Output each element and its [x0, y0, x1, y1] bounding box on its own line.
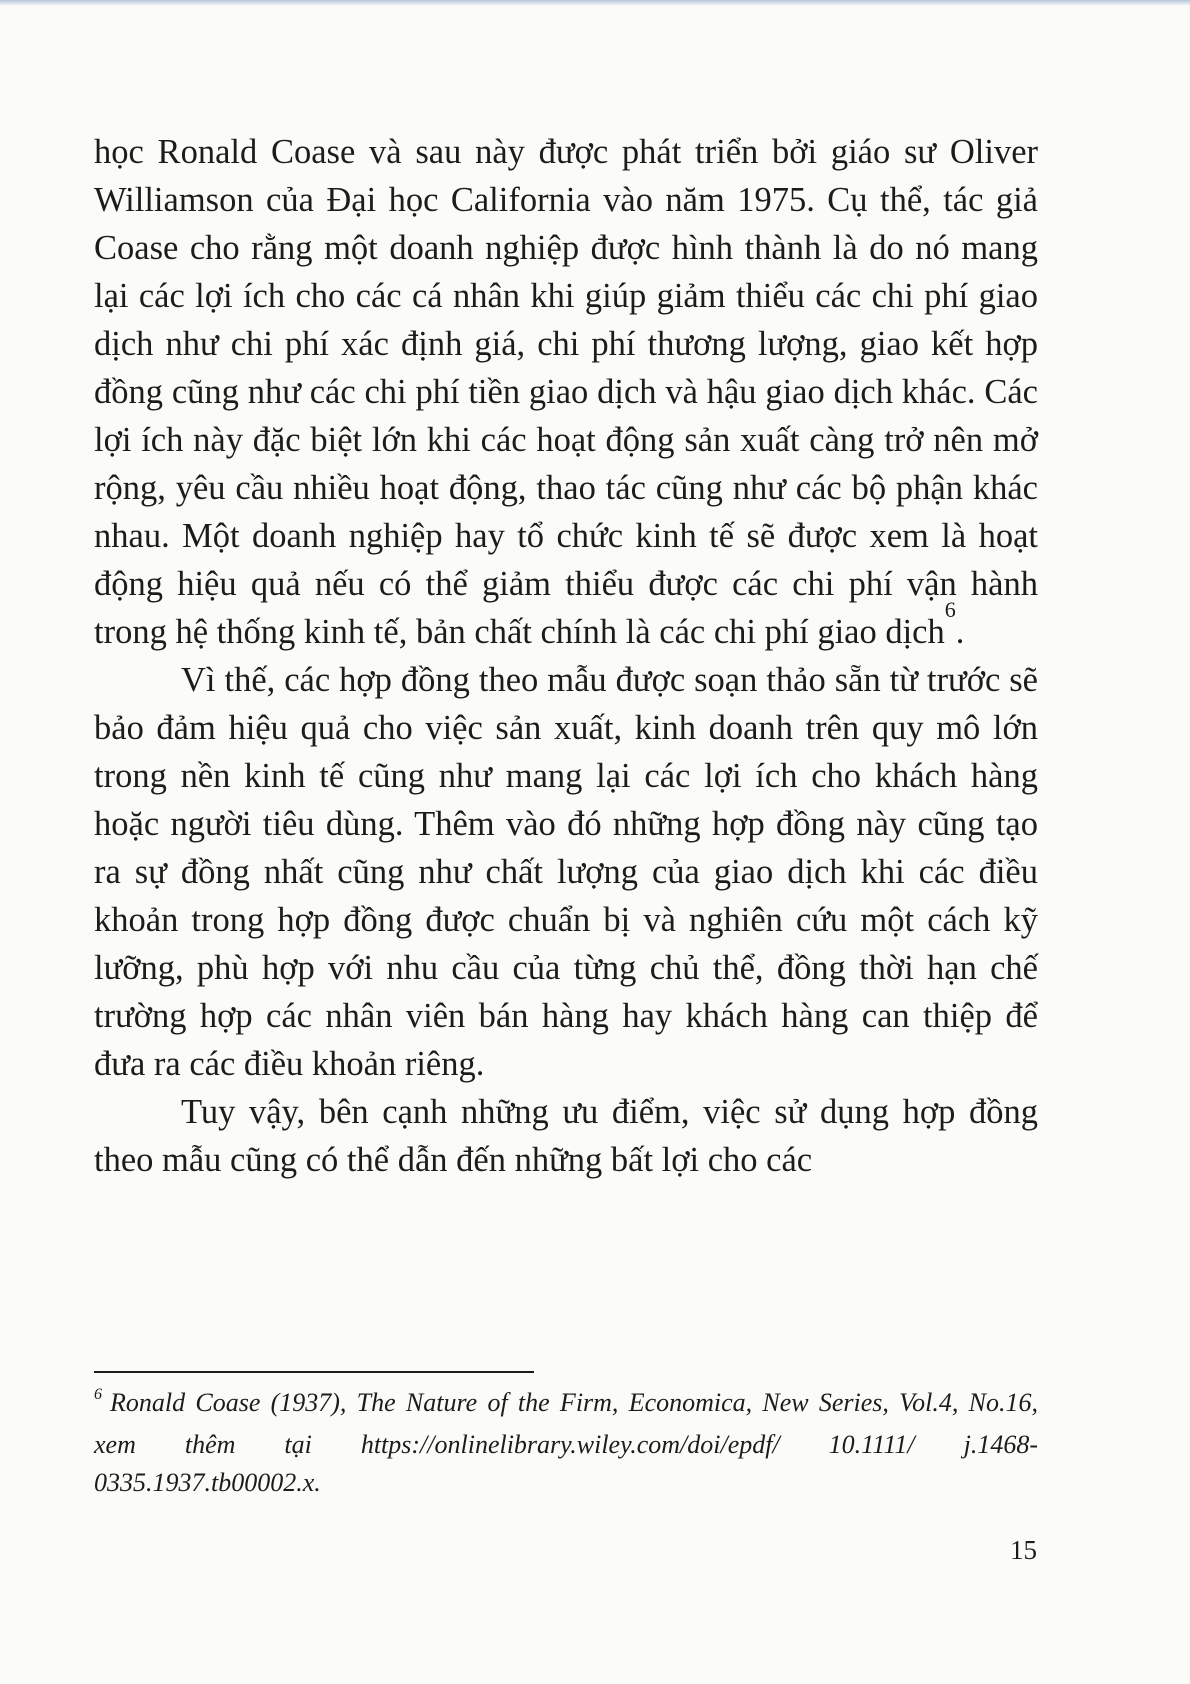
paragraph-1-text: học Ronald Coase và sau này được phát triển bởi giáo sư Oliver Williamson của Đại học California vào năm 1975. Cụ thể, tác giả Coase cho rằng một doanh nghiệp được hình thành là do nó mang lại các lợi ích cho các cá nhân khi giúp giảm thiểu các chi phí giao dịch như chi phí xác định giá, chi phí thương lượng, giao kết hợp đồng cũng như các chi phí tiền giao dịch và hậu giao dịch khác. Các lợi ích này đặc biệt lớn khi các hoạt động sản xuất càng trở nên mở rộng, yêu cầu nhiều hoạt động, thao tác cũng như các bộ phận khác nhau. Một doanh nghiệp hay tổ chức kinh tế sẽ được xem là hoạt động hiệu quả nếu có thể giảm thiểu được các chi phí vận hành trong hệ thống kinh tế, bản chất chính là các chi phí giao dịch [94, 133, 1038, 651]
footnote [94, 1384, 1038, 1502]
paragraph-1 [94, 128, 1038, 656]
main-text-block [94, 128, 1038, 1184]
footnote-reference: 6 [944, 596, 956, 622]
paragraph-3: Tuy vậy, bên cạnh những ưu điểm, việc sử dụng hợp đồng theo mẫu cũng có thể dẫn đến những bất lợi cho các [94, 1093, 1038, 1179]
paragraph-1-end: . [955, 613, 965, 651]
page-number: 15 [1010, 1535, 1037, 1565]
footnote-text: Ronald Coase (1937), The Nature of the Firm, Economica, New Series, Vol.4, No.16, xem thêm tại https://onlinelibrary.wiley.com/doi/epdf/ 10.1111/ j.1468-0335.1937.tb00002.x. [94, 1388, 1038, 1497]
paragraph-2: Vì thế, các hợp đồng theo mẫu được soạn thảo sẵn từ trước sẽ bảo đảm hiệu quả cho việc sản xuất, kinh doanh trên quy mô lớn trong nền kinh tế cũng như mang lại các lợi ích cho khách hàng hoặc người tiêu dùng. Thêm vào đó những hợp đồng này cũng tạo ra sự đồng nhất cũng như chất lượng của giao dịch khi các điều khoản trong hợp đồng được chuẩn bị và nghiên cứu một cách kỹ lưỡng, phù hợp với nhu cầu của từng chủ thể, đồng thời hạn chế trường hợp các nhân viên bán hàng hay khách hàng can thiệp để đưa ra các điều khoản riêng. [94, 661, 1038, 1083]
page-top-edge [0, 0, 1190, 6]
footnote-number: 6 [94, 1386, 102, 1403]
footnote-separator [94, 1371, 534, 1373]
